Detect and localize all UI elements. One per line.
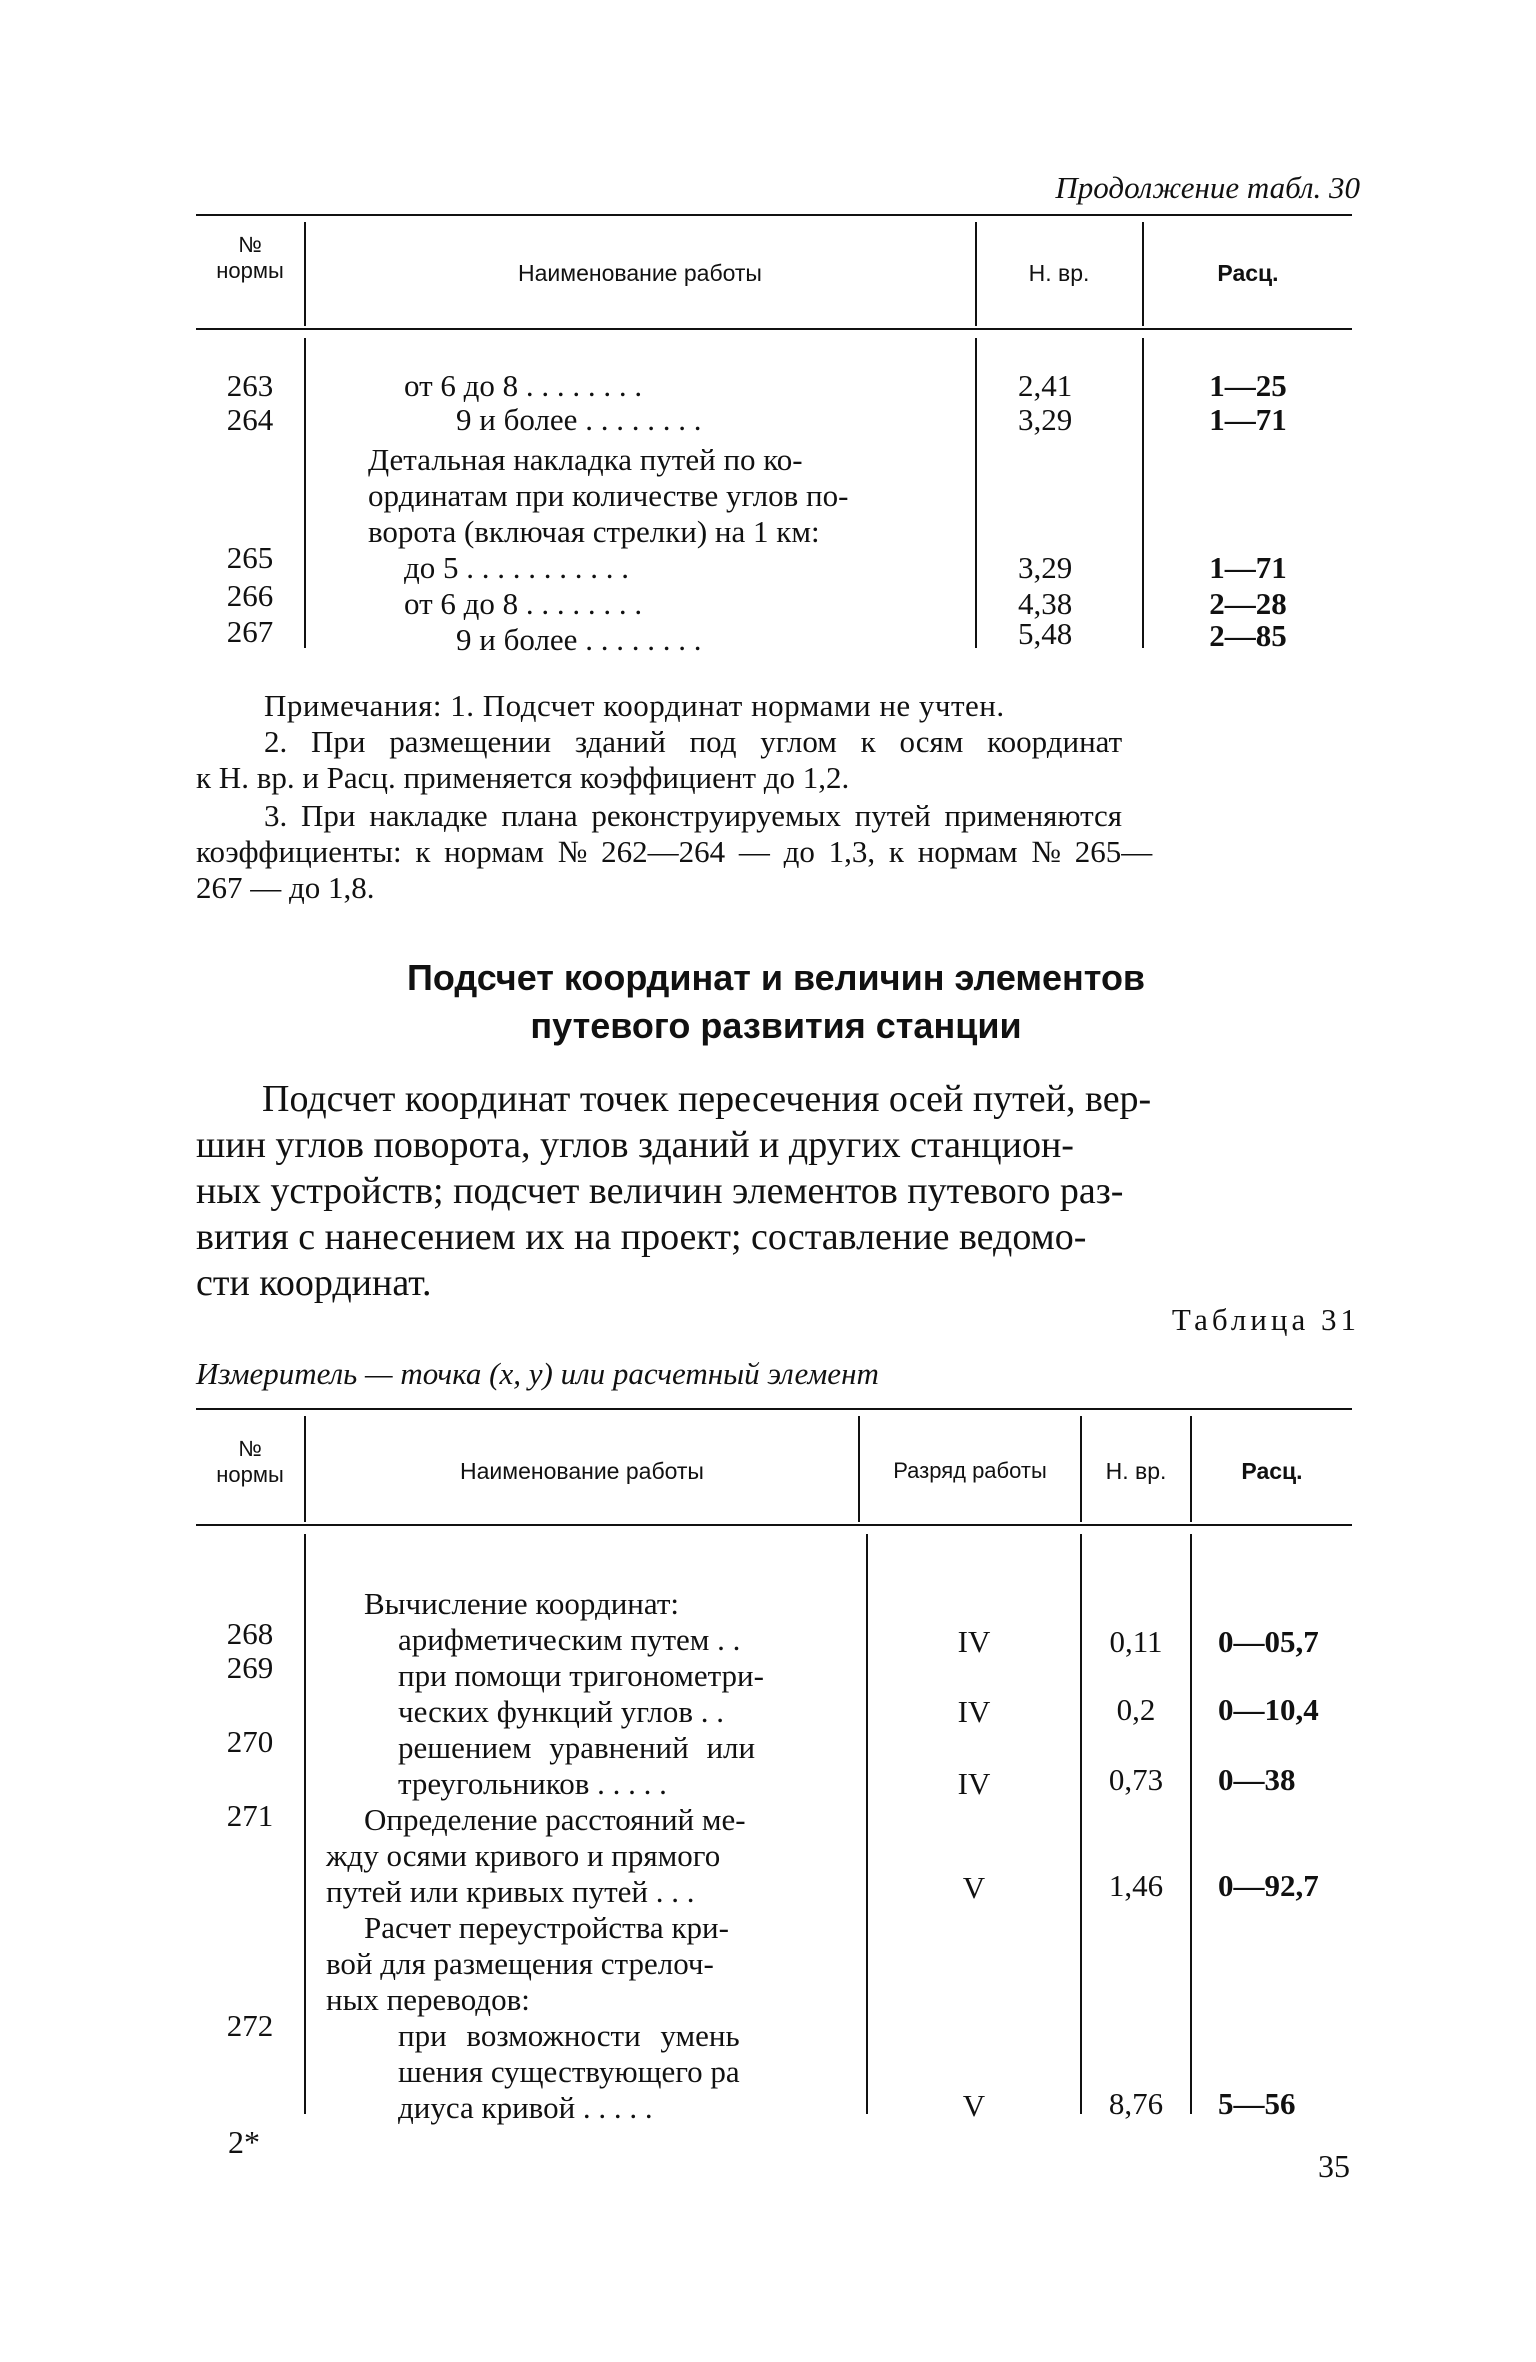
section-body: Подсчет координат точек пересечения осей путей, вер- шин углов поворота, углов зданий и других станцион- ных устройств; подсчет величин элементов путевого раз- вития с нанесением их на проект; составление ведомо- сти координат. — [196, 1078, 1152, 1304]
table-row-num: 263 — [226, 368, 274, 403]
note-line: 3. При накладке плана реконструируемых путей применяются — [264, 798, 1123, 833]
table-row-num: 267 — [226, 614, 274, 649]
table-row-rate: 1—71 — [1209, 550, 1287, 585]
table-row-text: ческих функций углов . . — [398, 1694, 725, 1729]
section-title: Подсчет координат и величин элементов путевого развития станции — [406, 957, 1146, 1046]
table-row-grade: IV — [957, 1766, 991, 1801]
table31-top-rule — [196, 1408, 1352, 1410]
note-line: Примечания: 1. Подсчет координат нормами не учтен. — [264, 688, 1005, 723]
table31-header-num: № нормы — [216, 1436, 284, 1487]
table-row-text: 9 и более . . . . . . . . — [456, 622, 702, 657]
table31-label: Таблица 31 — [1171, 1302, 1360, 1337]
table31-col-divider — [866, 1534, 868, 2114]
table-row-rate: 2—28 — [1209, 586, 1287, 621]
table-row-grade: IV — [957, 1694, 991, 1729]
table-row-text: жду осями кривого и прямого — [326, 1838, 721, 1873]
table31-col-divider — [1080, 1534, 1082, 2114]
table-row-num: 269 — [226, 1650, 274, 1685]
table-row-num: 266 — [226, 578, 274, 613]
table-row-rate: 0—05,7 — [1218, 1624, 1319, 1659]
table-row-num: 264 — [226, 402, 274, 437]
table-row-hours: 8,76 — [1108, 2086, 1164, 2121]
table-row-hours: 3,29 — [1018, 550, 1073, 585]
note-line: 267 — до 1,8. — [196, 870, 375, 905]
table-row-rate: 0—38 — [1218, 1762, 1296, 1797]
table-row-rate: 1—71 — [1209, 402, 1287, 437]
table-row-text: Детальная накладка путей по ко- — [368, 442, 803, 477]
table-row-hours: 0,73 — [1108, 1762, 1164, 1797]
table30-header-hours: Н. вр. — [1028, 260, 1090, 286]
table-row-text: шения существующего ра — [398, 2054, 740, 2089]
table-row-grade: IV — [957, 1624, 991, 1659]
table31-col-divider — [1190, 1534, 1192, 2114]
table-row-hours: 2,41 — [1018, 368, 1073, 403]
table-row-num: 268 — [226, 1616, 274, 1651]
note-line: 2. При размещении зданий под углом к осям координат — [264, 724, 1123, 759]
table-row-text: от 6 до 8 . . . . . . . . — [404, 586, 643, 621]
table30-col-divider — [975, 338, 977, 648]
table-row-text: диуса кривой . . . . . — [398, 2090, 653, 2125]
table-row-text: вой для размещения стрелоч- — [326, 1946, 714, 1981]
table-row-rate: 0—10,4 — [1218, 1692, 1319, 1727]
continuation-caption: Продолжение табл. 30 — [1055, 170, 1360, 205]
table31-col-divider — [304, 1534, 306, 2114]
table30-col-divider — [304, 338, 306, 648]
table31-header-rule — [196, 1524, 1352, 1526]
table30-header-rate: Расц. — [1217, 260, 1279, 286]
table-row-hours: 5,48 — [1018, 616, 1073, 651]
table-row-num: 271 — [226, 1798, 274, 1833]
table-row-rate: 2—85 — [1209, 618, 1287, 653]
table-row-text: ворота (включая стрелки) на 1 км: — [368, 514, 820, 549]
table-row-num: 272 — [226, 2008, 274, 2043]
table-row-text: Расчет переустройства кри- — [364, 1910, 729, 1945]
table31-header-hours: Н. вр. — [1105, 1458, 1167, 1484]
table-row-hours: 1,46 — [1108, 1868, 1164, 1903]
table-row-text: Вычисление координат: — [364, 1586, 680, 1621]
table30-header-name: Наименование работы — [518, 260, 762, 286]
table-row-hours: 0,11 — [1109, 1624, 1163, 1659]
table-row-hours: 0,2 — [1116, 1692, 1156, 1727]
table31-header-rate: Расц. — [1241, 1458, 1303, 1484]
table-row-rate: 0—92,7 — [1218, 1868, 1319, 1903]
note-line: к Н. вр. и Расц. применяется коэффициент до 1,2. — [196, 760, 850, 795]
table-row-text: треугольников . . . . . — [398, 1766, 667, 1801]
table-row-text: до 5 . . . . . . . . . . . — [404, 550, 630, 585]
table-row-text: при помощи тригонометри- — [398, 1658, 764, 1693]
table-row-rate: 5—56 — [1218, 2086, 1296, 2121]
page-number: 35 — [1318, 2148, 1350, 2184]
table-row-text: ных переводов: — [326, 1982, 530, 2017]
table-row-text: Определение расстояний ме- — [364, 1802, 746, 1837]
table-row-text: 9 и более . . . . . . . . — [456, 402, 702, 437]
signature-mark: 2* — [228, 2124, 260, 2160]
table-row-text: при возможности умень — [398, 2018, 740, 2053]
table-row-text: арифметическим путем . . — [398, 1622, 741, 1657]
table-row-text: путей или кривых путей . . . — [326, 1874, 695, 1909]
note-line: коэффициенты: к нормам № 262—264 — до 1,3, к нормам № 265— — [196, 834, 1153, 869]
table-row-grade: V — [962, 2088, 986, 2123]
table-row-hours: 4,38 — [1018, 586, 1073, 621]
table31-header-grade: Разряд работы — [893, 1458, 1047, 1483]
table31-measure: Измеритель — точка (x, y) или расчетный элемент — [196, 1356, 879, 1391]
table-row-text: от 6 до 8 . . . . . . . . — [404, 368, 643, 403]
table-row-grade: V — [962, 1870, 986, 1905]
table-row-rate: 1—25 — [1209, 368, 1287, 403]
table30-top-rule — [196, 214, 1352, 216]
table-row-num: 265 — [226, 540, 274, 575]
table-row-hours: 3,29 — [1018, 402, 1073, 437]
table-row-num: 270 — [226, 1724, 274, 1759]
table30-header-rule — [196, 328, 1352, 330]
table-row-text: решением уравнений или — [398, 1730, 756, 1765]
table-row-text: ординатам при количестве углов по- — [368, 478, 849, 513]
table31-header-name: Наименование работы — [460, 1458, 704, 1484]
table30-header-num: № нормы — [216, 232, 284, 283]
